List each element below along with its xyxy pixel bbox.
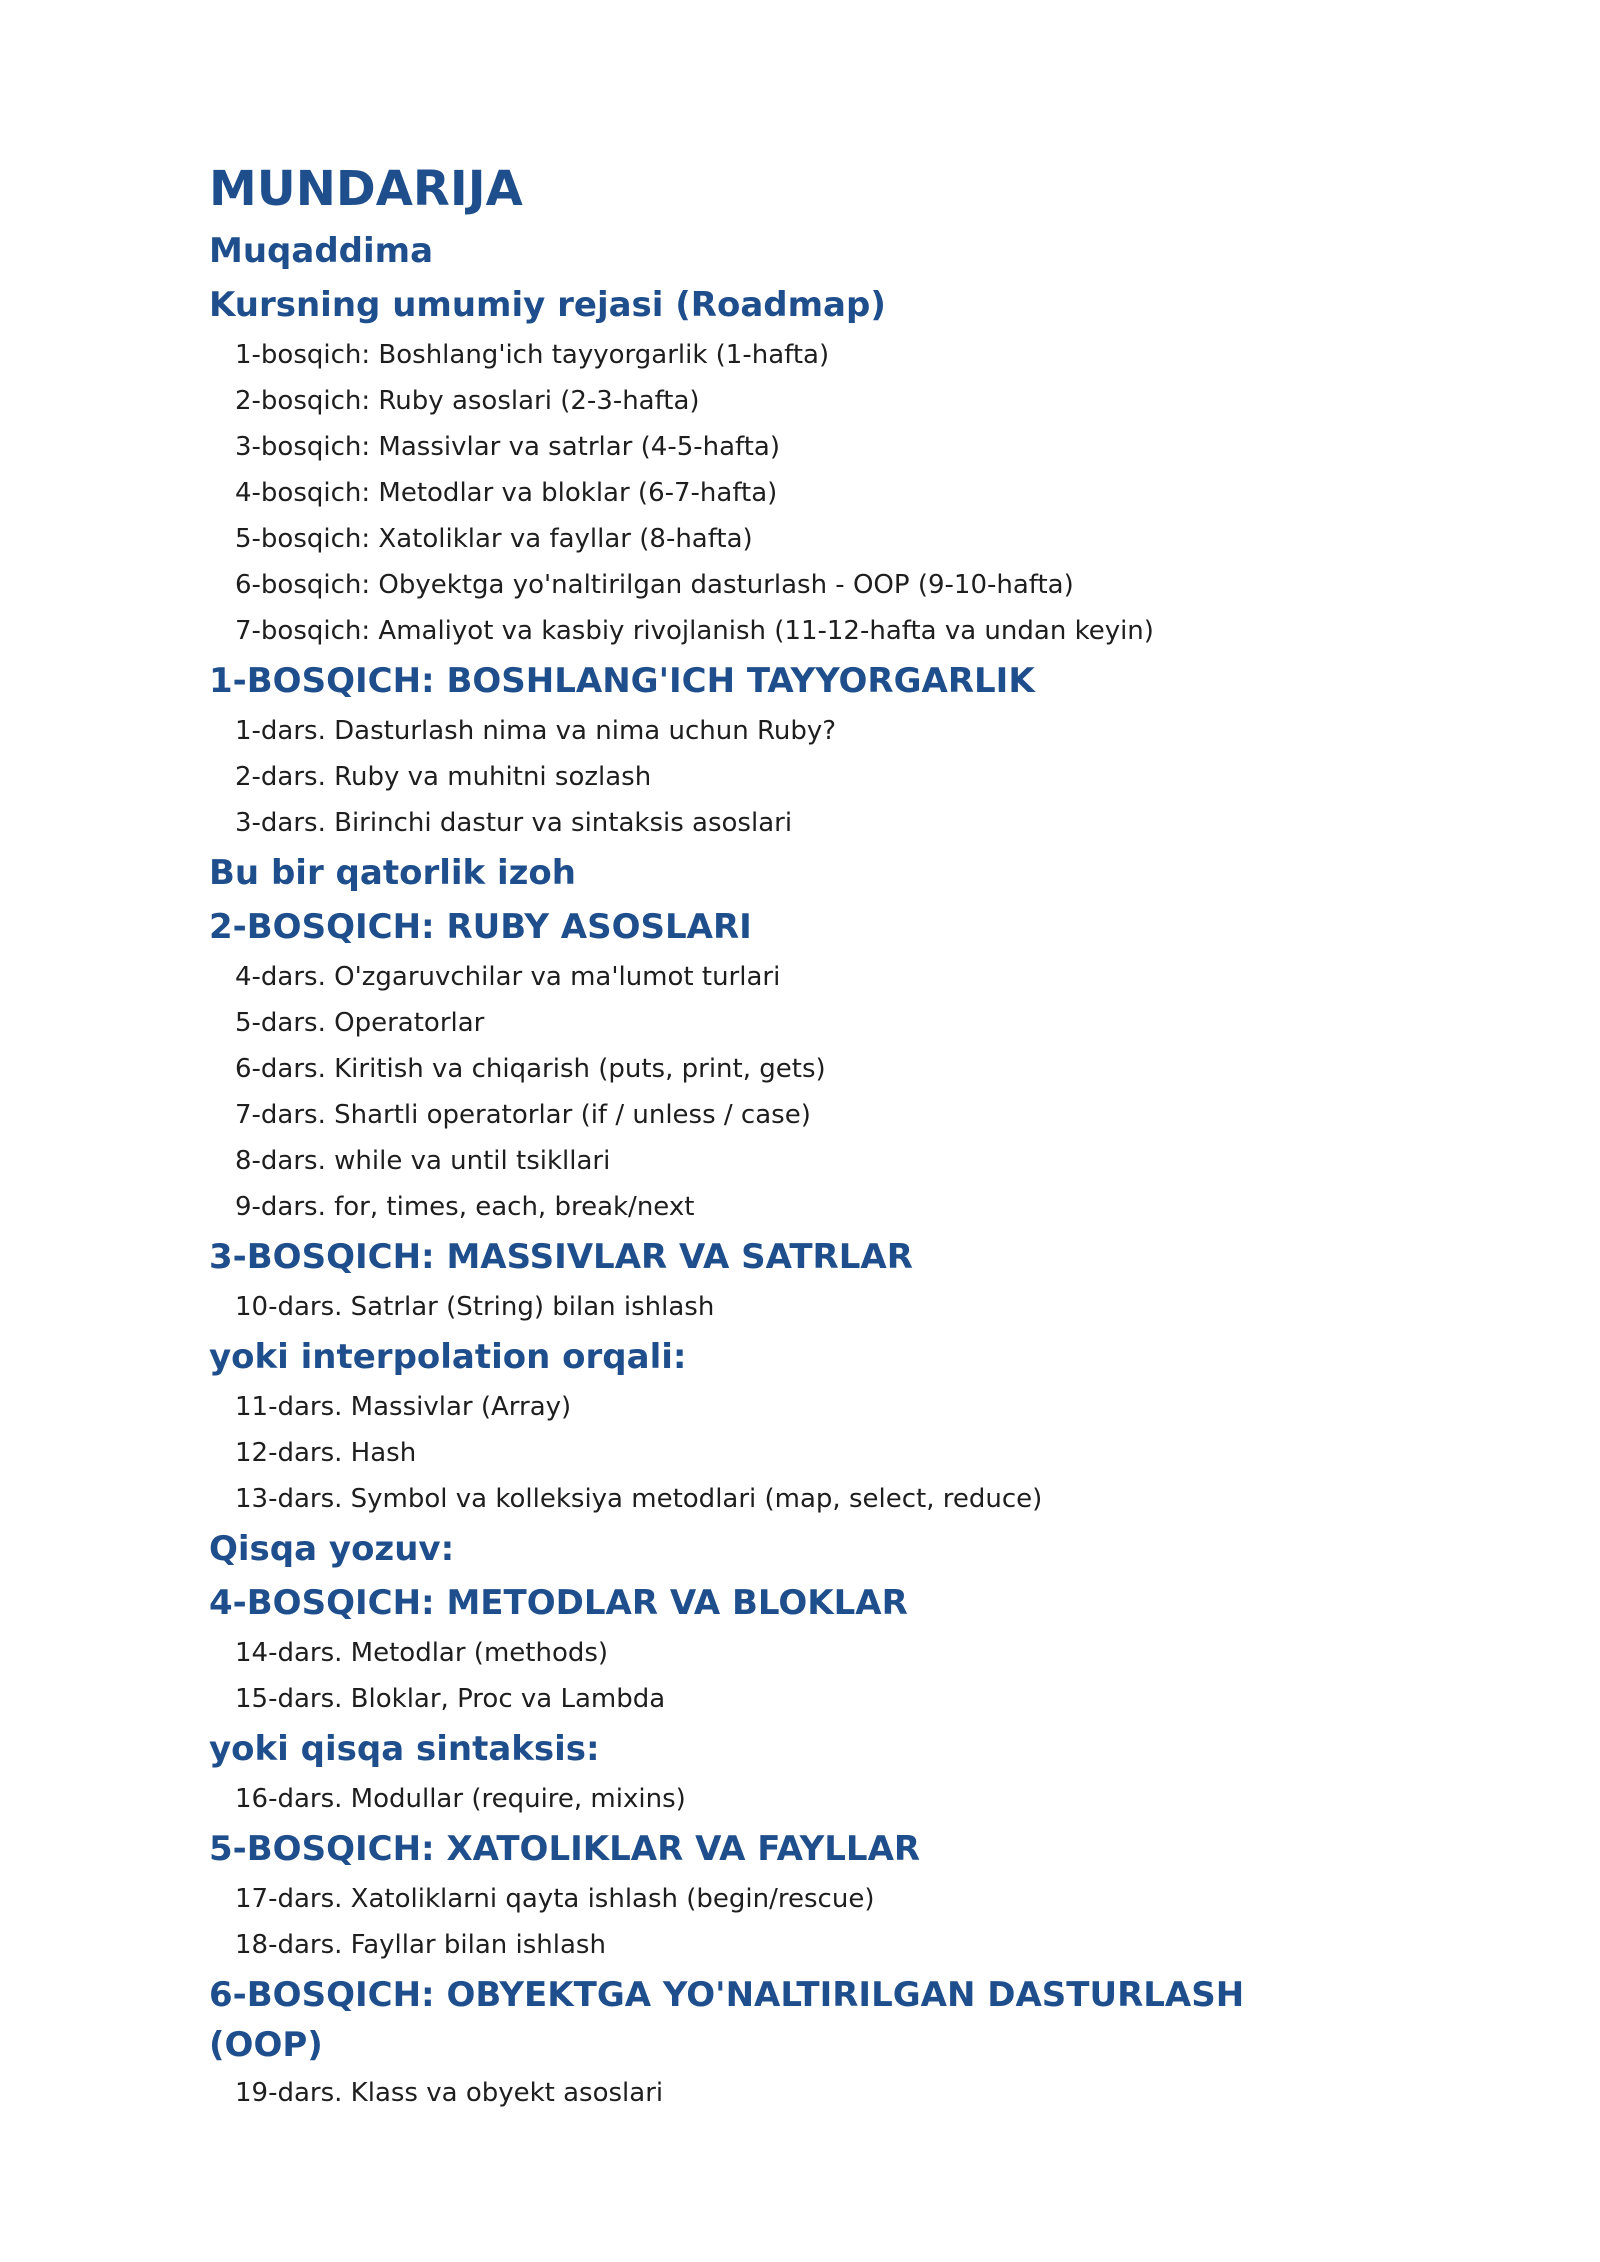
toc-lesson-item: 14-dars. Metodlar (methods) xyxy=(235,1638,609,1668)
toc-section-heading: Qisqa yozuv: xyxy=(209,1529,455,1569)
toc-lesson-item: 2-bosqich: Ruby asoslari (2-3-hafta) xyxy=(235,386,700,416)
toc-lesson-item: 17-dars. Xatoliklarni qayta ishlash (begin/rescue) xyxy=(235,1884,875,1914)
toc-section-heading: 4-BOSQICH: METODLAR VA BLOKLAR xyxy=(209,1583,908,1623)
toc-section-heading: 2-BOSQICH: RUBY ASOSLARI xyxy=(209,907,752,947)
toc-lesson-item: 1-bosqich: Boshlang'ich tayyorgarlik (1-hafta) xyxy=(235,340,830,370)
toc-lesson-item: 12-dars. Hash xyxy=(235,1438,417,1468)
toc-list xyxy=(209,224,1409,2116)
toc-section-heading: 3-BOSQICH: MASSIVLAR VA SATRLAR xyxy=(209,1237,913,1277)
toc-lesson-item: 10-dars. Satrlar (String) bilan ishlash xyxy=(235,1292,715,1322)
toc-lesson-item: 4-bosqich: Metodlar va bloklar (6-7-hafta) xyxy=(235,478,778,508)
toc-section-heading: yoki interpolation orqali: xyxy=(209,1337,687,1377)
toc-lesson-item: 7-bosqich: Amaliyot va kasbiy rivojlanish (11-12-hafta va undan keyin) xyxy=(235,616,1154,646)
toc-lesson-item: 5-dars. Operatorlar xyxy=(235,1008,485,1038)
toc-section-heading: Kursning umumiy rejasi (Roadmap) xyxy=(209,285,886,325)
toc-lesson-item: 6-dars. Kiritish va chiqarish (puts, print, gets) xyxy=(235,1054,826,1084)
toc-section-heading: 5-BOSQICH: XATOLIKLAR VA FAYLLAR xyxy=(209,1829,921,1869)
toc-lesson-item: 16-dars. Modullar (require, mixins) xyxy=(235,1784,686,1814)
toc-section-heading: Bu bir qatorlik izoh xyxy=(209,853,576,893)
toc-lesson-item: 6-bosqich: Obyektga yo'naltirilgan dasturlash - OOP (9-10-hafta) xyxy=(235,570,1074,600)
toc-lesson-item: 3-bosqich: Massivlar va satrlar (4-5-hafta) xyxy=(235,432,781,462)
toc-lesson-item: 11-dars. Massivlar (Array) xyxy=(235,1392,572,1422)
toc-lesson-item: 18-dars. Fayllar bilan ishlash xyxy=(235,1930,606,1960)
toc-section-heading: yoki qisqa sintaksis: xyxy=(209,1729,600,1769)
toc-lesson-item: 19-dars. Klass va obyekt asoslari xyxy=(235,2078,664,2108)
toc-lesson-item: 1-dars. Dasturlash nima va nima uchun Ruby? xyxy=(235,716,837,746)
toc-section-heading: 1-BOSQICH: BOSHLANG'ICH TAYYORGARLIK xyxy=(209,661,1035,701)
toc-lesson-item: 7-dars. Shartli operatorlar (if / unless / case) xyxy=(235,1100,811,1130)
toc-lesson-item: 5-bosqich: Xatoliklar va fayllar (8-hafta) xyxy=(235,524,753,554)
toc-lesson-item: 13-dars. Symbol va kolleksiya metodlari (map, select, reduce) xyxy=(235,1484,1043,1514)
toc-lesson-item: 15-dars. Bloklar, Proc va Lambda xyxy=(235,1684,666,1714)
document-page xyxy=(209,160,1409,2116)
toc-section-heading: 6-BOSQICH: OBYEKTGA YO'NALTIRILGAN DASTURLASH (OOP) xyxy=(209,1975,1245,2065)
toc-lesson-item: 4-dars. O'zgaruvchilar va ma'lumot turlari xyxy=(235,962,781,992)
toc-lesson-item: 8-dars. while va until tsikllari xyxy=(235,1146,611,1176)
toc-lesson-item: 3-dars. Birinchi dastur va sintaksis asoslari xyxy=(235,808,793,838)
toc-title: MUNDARIJA xyxy=(209,161,523,217)
toc-lesson-item: 9-dars. for, times, each, break/next xyxy=(235,1192,695,1222)
toc-lesson-item: 2-dars. Ruby va muhitni sozlash xyxy=(235,762,652,792)
toc-section-heading: Muqaddima xyxy=(209,231,434,271)
